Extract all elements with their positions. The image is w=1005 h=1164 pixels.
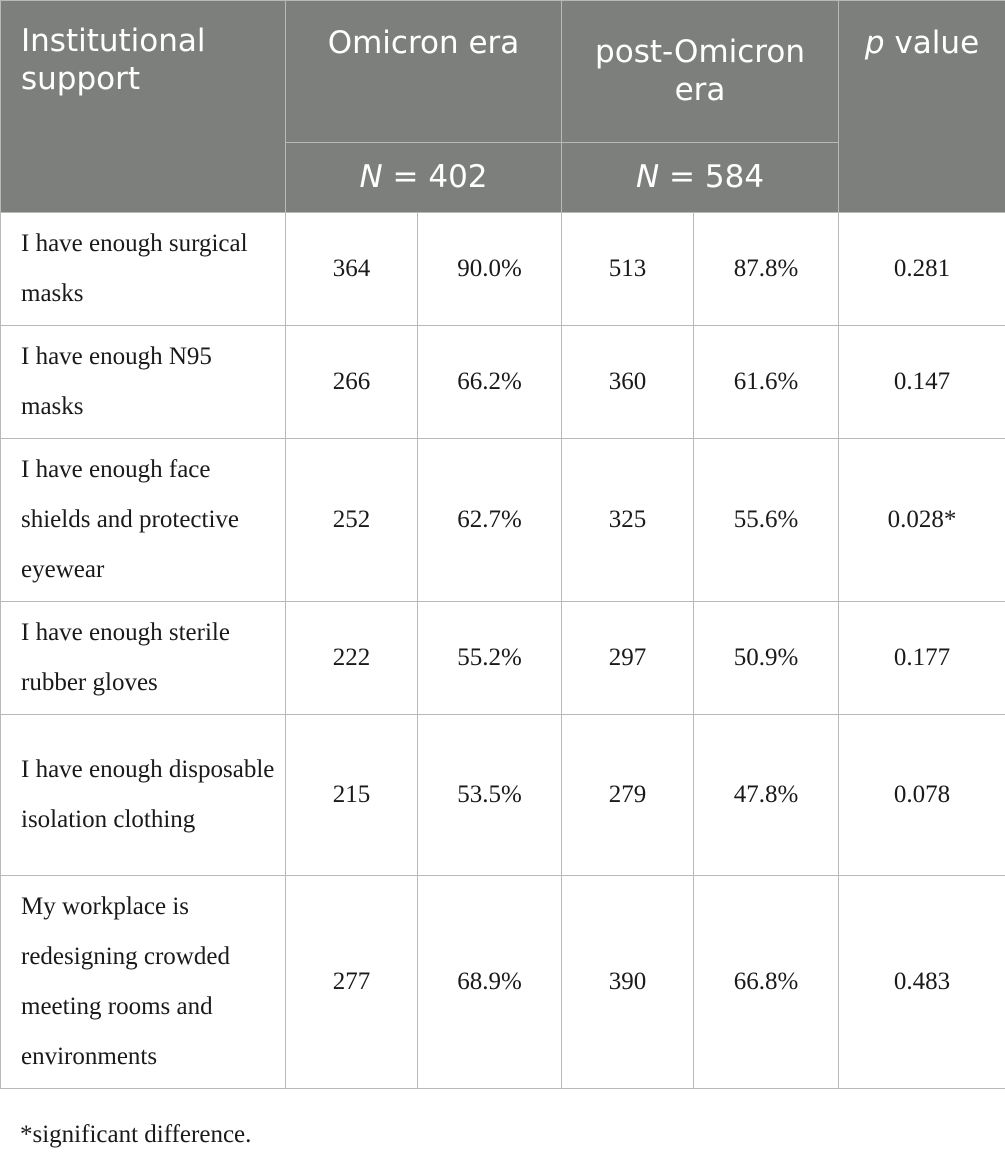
p-value: 0.177 (839, 602, 1005, 715)
omicron-count: 222 (286, 602, 418, 715)
omicron-count: 215 (286, 715, 418, 876)
row-label: I have enough face shields and protective eyewear (1, 439, 286, 602)
post-omicron-percent: 47.8% (694, 715, 839, 876)
footnote: *significant difference. (20, 1121, 252, 1148)
p-value: 0.028* (839, 439, 1005, 602)
post-omicron-percent: 87.8% (694, 213, 839, 326)
post-omicron-percent: 66.8% (694, 876, 839, 1089)
header-p-value (839, 1, 1005, 213)
row-label: I have enough sterile rubber gloves (1, 602, 286, 715)
table-row (1, 715, 1005, 876)
post-omicron-count: 325 (562, 439, 694, 602)
omicron-percent: 68.9% (418, 876, 562, 1089)
post-omicron-count: 360 (562, 326, 694, 439)
n-symbol: N (635, 158, 660, 195)
post-omicron-percent: 61.6% (694, 326, 839, 439)
header-omicron-n (286, 143, 562, 213)
post-omicron-percent: 55.6% (694, 439, 839, 602)
p-value: 0.281 (839, 213, 1005, 326)
header-omicron-era: Omicron era (286, 1, 562, 143)
omicron-percent: 66.2% (418, 326, 562, 439)
p-value: 0.147 (839, 326, 1005, 439)
omicron-n-value: = 402 (382, 158, 488, 195)
p-value: 0.078 (839, 715, 1005, 876)
p-symbol: p (864, 25, 885, 61)
table-row (1, 602, 1005, 715)
header-post-omicron-era: post-Omicron era (562, 1, 839, 143)
header-post-omicron-n (562, 143, 839, 213)
row-label: My workplace is redesigning crowded meeting rooms and environments (1, 876, 286, 1089)
omicron-percent: 90.0% (418, 213, 562, 326)
omicron-count: 266 (286, 326, 418, 439)
omicron-count: 277 (286, 876, 418, 1089)
p-value: 0.483 (839, 876, 1005, 1089)
omicron-count: 252 (286, 439, 418, 602)
omicron-percent: 62.7% (418, 439, 562, 602)
post-omicron-count: 297 (562, 602, 694, 715)
post-omicron-n-value: = 584 (659, 158, 765, 195)
p-value-label: value (884, 25, 980, 61)
row-label: I have enough disposable isolation clothing (1, 715, 286, 876)
omicron-percent: 55.2% (418, 602, 562, 715)
omicron-count: 364 (286, 213, 418, 326)
omicron-percent: 53.5% (418, 715, 562, 876)
table-row (1, 439, 1005, 602)
table-header (1, 1, 1005, 213)
post-omicron-count: 279 (562, 715, 694, 876)
header-institutional-support: Institutional support (1, 1, 286, 213)
post-omicron-count: 390 (562, 876, 694, 1089)
n-symbol: N (359, 158, 383, 195)
table-row (1, 876, 1005, 1089)
table-body (1, 213, 1005, 1089)
row-label: I have enough N95 masks (1, 326, 286, 439)
row-label: I have enough surgical masks (1, 213, 286, 326)
table-row (1, 213, 1005, 326)
post-omicron-percent: 50.9% (694, 602, 839, 715)
table-row (1, 326, 1005, 439)
post-omicron-count: 513 (562, 213, 694, 326)
